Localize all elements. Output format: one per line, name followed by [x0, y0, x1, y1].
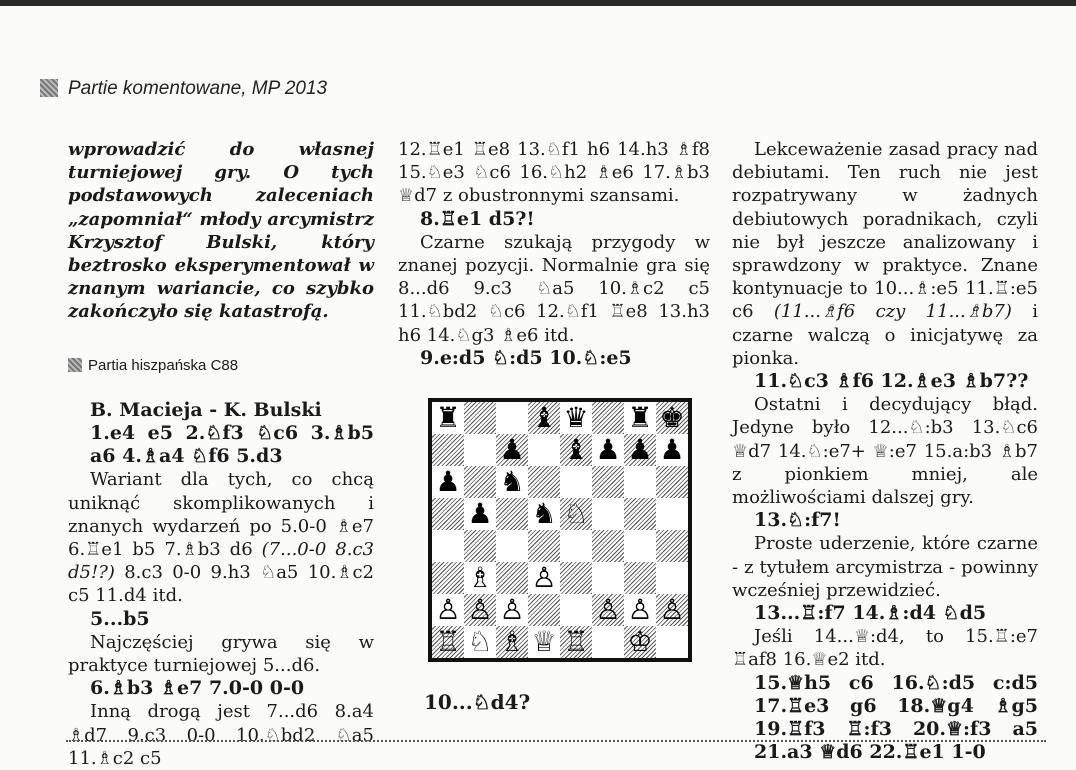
- piece-a1: ♖: [435, 625, 461, 658]
- piece-h7: ♟: [659, 433, 685, 466]
- square-g5: [624, 498, 656, 530]
- square-f1: [592, 626, 624, 658]
- page-header: [40, 78, 327, 100]
- piece-g7: ♟: [627, 433, 653, 466]
- square-h6: [656, 466, 688, 498]
- top-rule: [0, 0, 1076, 6]
- square-d2: [528, 594, 560, 626]
- comment-6-a: Lekceważenie zasad pracy nad debiutami. Ten ruch nie jest rozpatrywany w żadnych debiutowych poradnikach, czyli nie był jeszcze analizowany i sprawdzony w praktyce. Znane kontynuacje to 10...♗:e5 11.♖:e5 c6: [732, 139, 1038, 323]
- square-a7: [432, 434, 464, 466]
- square-b6: [464, 466, 496, 498]
- piece-d5: ♞: [531, 497, 557, 530]
- moves-3: 6.♗b3 ♗e7 7.0-0 0-0: [90, 677, 305, 700]
- square-c3: [496, 562, 528, 594]
- comment-7: Ostatni i decydujący błąd. Jedyne było 12...♘:b3 13.♘c6 ♕d7 14.♘:e7+ ♕:e7 15.a:b3 ♗b7 z pionkiem mniej, ale możliwościami dalszej gry.: [732, 394, 1038, 509]
- game-section-label: [68, 354, 374, 377]
- piece-c2: ♙: [499, 593, 525, 626]
- comment-4: 12.♖e1 ♖e8 13.♘f1 h6 14.h3 ♗f8 15.♘e3 ♘c6 16.♘h2 ♗e6 17.♗b3 ♕d7 z obustronnymi szansami.: [398, 139, 710, 207]
- square-e3: [560, 562, 592, 594]
- square-a3: [432, 562, 464, 594]
- moves-8: 13...♖:f7 14.♗:d4 ♘d5: [754, 602, 987, 625]
- square-f3: [592, 562, 624, 594]
- square-h5: [656, 498, 688, 530]
- piece-g2: ♙: [627, 593, 653, 626]
- piece-h2: ♙: [659, 593, 685, 626]
- square-c8: [496, 402, 528, 434]
- piece-c7: ♟: [499, 433, 525, 466]
- players: B. Macieja - K. Bulski: [90, 398, 322, 421]
- piece-e5: ♘: [563, 497, 589, 530]
- comment-6-b: (11...♗f6 czy 11...♗b7): [773, 301, 1012, 323]
- square-g4: [624, 530, 656, 562]
- column-1: [68, 138, 374, 770]
- comment-3: Inną drogą jest 7...d6 8.a4 ♗d7 9.c3 0-0 10.♘bd2 ♘a5 11.♗c2 c5: [68, 701, 374, 769]
- piece-c6: ♞: [499, 465, 525, 498]
- moves-1: 1.e4 e5 2.♘f3 ♘c6 3.♗b5 a6 4.♗a4 ♘f6 5.d3: [90, 422, 374, 468]
- square-e6: [560, 466, 592, 498]
- piece-a6: ♟: [435, 465, 461, 498]
- square-e2: [560, 594, 592, 626]
- square-h4: [656, 530, 688, 562]
- section-square-icon: [68, 358, 82, 372]
- piece-e8: ♛: [563, 401, 589, 434]
- square-h1: [656, 626, 688, 658]
- square-c5: [496, 498, 528, 530]
- piece-h8: ♚: [659, 401, 685, 434]
- square-e4: [560, 530, 592, 562]
- comment-6-c: i czarne walczą o inicjatywę za pionka.: [732, 301, 1038, 369]
- piece-b1: ♘: [467, 625, 493, 658]
- diagram-caption: 10...♘d4?: [424, 690, 531, 714]
- square-d4: [528, 530, 560, 562]
- square-d7: [528, 434, 560, 466]
- square-a4: [432, 530, 464, 562]
- piece-c1: ♗: [499, 625, 525, 658]
- square-f8: [592, 402, 624, 434]
- piece-b3: ♗: [467, 561, 493, 594]
- piece-e7: ♝: [563, 433, 589, 466]
- bottom-dotted-rule: [66, 740, 1046, 742]
- square-f4: [592, 530, 624, 562]
- comment-2: Najczęściej grywa się w praktyce turniejowej 5...d6.: [68, 631, 374, 677]
- piece-b5: ♟: [467, 497, 493, 530]
- comment-1: [68, 468, 374, 607]
- section-title: Partia hiszpańska C88: [88, 356, 239, 374]
- chess-diagram: [428, 398, 692, 662]
- piece-b2: ♙: [467, 593, 493, 626]
- square-b4: [464, 530, 496, 562]
- comment-8: Proste uderzenie, które czarne - z tytułem arcymistrza - powinny wcześniej przewidzieć.: [732, 533, 1038, 601]
- piece-a2: ♙: [435, 593, 461, 626]
- header-title: Partie komentowane, MP 2013: [68, 78, 328, 99]
- piece-a8: ♜: [435, 401, 461, 434]
- column-3: [732, 138, 1038, 764]
- square-b8: [464, 402, 496, 434]
- square-g6: [624, 466, 656, 498]
- moves-2: 5...b5: [90, 607, 150, 630]
- moves-5: 9.e:d5 ♘:d5 10.♘:e5: [420, 346, 632, 369]
- moves-4: 8.♖e1 d5?!: [420, 207, 535, 230]
- comment-9: Jeśli 14...♕:d4, to 15.♖:e7 ♖af8 16.♕e2 itd.: [732, 626, 1038, 671]
- square-f5: [592, 498, 624, 530]
- piece-e1: ♖: [563, 625, 589, 658]
- piece-f7: ♟: [595, 433, 621, 466]
- square-h3: [656, 562, 688, 594]
- comment-1-c: 8.c3 0-0 9.h3 ♘a5 10.♗c2 c5 11.d4 itd.: [68, 562, 374, 607]
- piece-g1: ♔: [627, 625, 653, 658]
- square-b7: [464, 434, 496, 466]
- moves-6: 11.♘c3 ♗f6 12.♗e3 ♗b7??: [754, 370, 1029, 393]
- comment-6: [732, 138, 1038, 370]
- piece-d1: ♕: [531, 625, 557, 658]
- piece-g8: ♜: [627, 401, 653, 434]
- square-a5: [432, 498, 464, 530]
- square-f6: [592, 466, 624, 498]
- moves-7: 13.♘:f7!: [754, 509, 841, 532]
- column-2: [398, 138, 710, 370]
- piece-f2: ♙: [595, 593, 621, 626]
- square-d6: [528, 466, 560, 498]
- square-g3: [624, 562, 656, 594]
- comment-5: Czarne szukają przygody w znanej pozycji. Normalnie gra się 8...d6 9.c3 ♘a5 10.♗c2 c5 11.♘bd2 ♘c6 12.♘f1 ♖e8 13.h3 h6 14.♘g3 ♗e6 itd.: [398, 231, 710, 346]
- piece-d8: ♝: [531, 401, 557, 434]
- moves-9: 15.♕h5 c6 16.♘:d5 c:d5 17.♖e3 g6 18.♕g4 ♗g5 19.♖f3 ♖:f3 20.♕:f3 a5 21.a3 ♕d6 22.♖e1 1-0: [754, 671, 1038, 764]
- piece-d3: ♙: [531, 561, 557, 594]
- header-square-icon: [40, 79, 58, 97]
- square-c4: [496, 530, 528, 562]
- comment-1-a: Wariant dla tych, co chcą uniknąć skomplikowanych i znanych wydarzeń po 5.0-0 ♗e7 6.♖e1 b5 7.♗b3 d6: [68, 469, 374, 561]
- comment-1-b: (7...0-0 8.c3 d5!?): [68, 539, 374, 584]
- intro-text: wprowadzić do własnej turniejowej gry. O tych podstawowych zaleceniach „zapomniał“ młody arcymistrz Krzysztof Bulski, który beztrosko eksperymentował w znanym wariancie, co szybko zakończyło się katastrofą.: [68, 139, 374, 323]
